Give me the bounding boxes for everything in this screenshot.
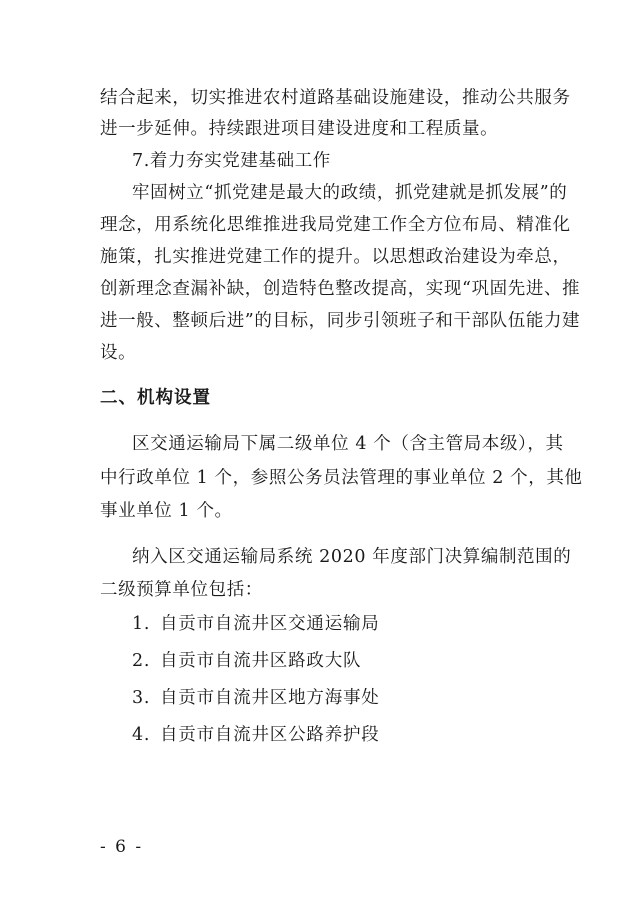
list-item-text: 自贡市自流井区公路养护段 xyxy=(160,725,380,745)
list-item xyxy=(132,612,380,636)
paragraph-line: 进一步延伸。持续跟进项目建设进度和工程质量。 xyxy=(100,119,499,139)
page-number: - 6 - xyxy=(100,837,144,857)
list-item xyxy=(132,686,380,710)
list-item-text: 自贡市自流井区交通运输局 xyxy=(160,614,380,634)
paragraph-line: 设。 xyxy=(100,343,137,363)
list-item-number: 3. xyxy=(132,688,151,708)
list-item xyxy=(132,649,361,673)
list-item-number: 2. xyxy=(132,651,151,671)
paragraph-line: 区交通运输局下属二级单位 4 个（含主管局本级），其 xyxy=(132,434,564,454)
paragraph-line: 施策，扎实推进党建工作的提升。以思想政治建设为牵总， xyxy=(100,247,571,267)
paragraph-line: 纳入区交通运输局系统 2020 年度部门决算编制范围的 xyxy=(132,547,572,567)
list-item-text: 自贡市自流井区地方海事处 xyxy=(160,688,380,708)
subsection-title: 7.着力夯实党建基础工作 xyxy=(132,151,331,171)
paragraph-line: 进一般、整顿后进”的目标，同步引领班子和干部队伍能力建 xyxy=(100,311,581,331)
paragraph-line: 结合起来，切实推进农村道路基础设施建设，推动公共服务 xyxy=(100,88,571,108)
list-item-number: 1. xyxy=(132,614,151,634)
paragraph-line: 理念，用系统化思维推进我局党建工作全方位布局、精准化 xyxy=(100,215,571,235)
paragraph-line: 事业单位 1 个。 xyxy=(100,501,233,521)
list-item xyxy=(132,723,380,747)
section-heading: 二、机构设置 xyxy=(100,388,211,408)
paragraph-line: 二级预算单位包括： xyxy=(100,580,263,600)
list-item-number: 4. xyxy=(132,725,151,745)
list-item-text: 自贡市自流井区路政大队 xyxy=(160,651,362,671)
paragraph-line: 牢固树立“抓党建是最大的政绩，抓党建就是抓发展”的 xyxy=(132,183,568,203)
paragraph-line: 中行政单位 1 个，参照公务员法管理的事业单位 2 个，其他 xyxy=(100,468,583,488)
paragraph-line: 创新理念查漏补缺，创造特色整改提高，实现“巩固先进、推 xyxy=(100,279,581,299)
